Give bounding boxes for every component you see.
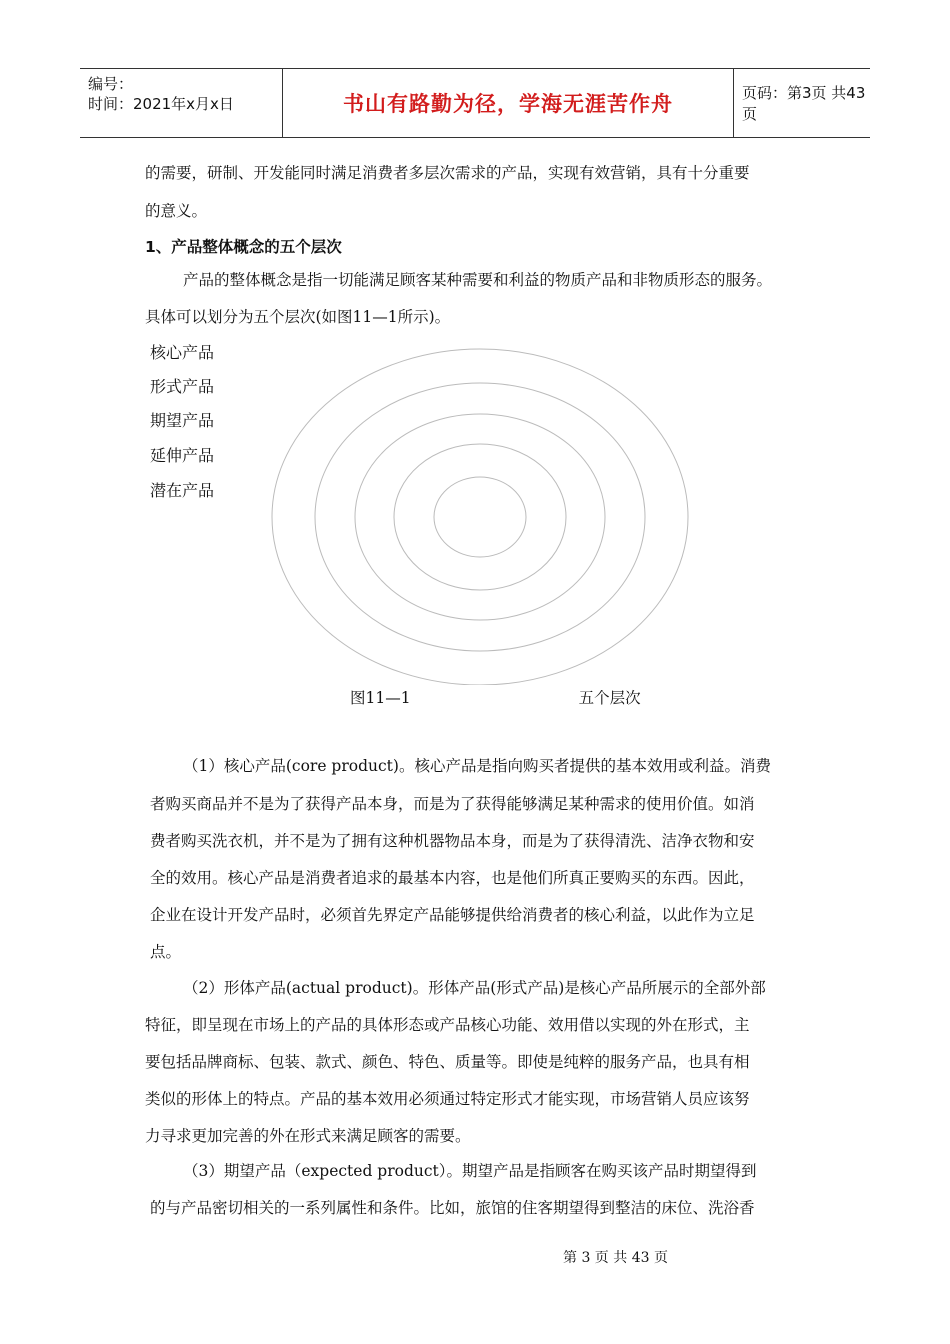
intro-line-1: 的需要，研制、开发能同时满足消费者多层次需求的产品，实现有效营销，具有十分重要 bbox=[145, 164, 750, 182]
core-line-5: 企业在设计开发产品时，必须首先界定产品能够提供给消费者的核心利益，以此作为立足 bbox=[150, 906, 755, 924]
page-footer: 第 3 页 共 43 页 bbox=[563, 1250, 668, 1266]
header-page-number: 页码：第3页 共43页 bbox=[742, 84, 866, 123]
ring-augmented bbox=[315, 383, 645, 651]
expected-line-2: 的与产品密切相关的一系列属性和条件。比如，旅馆的住客期望得到整洁的床位、洗浴香 bbox=[150, 1199, 755, 1217]
ring-form bbox=[394, 444, 566, 590]
figure-label-form: 形式产品 bbox=[150, 377, 215, 396]
figure-caption bbox=[350, 686, 641, 708]
page-header bbox=[80, 68, 870, 138]
document-number-label: 编号： bbox=[88, 75, 134, 93]
ring-core bbox=[434, 477, 526, 557]
actual-line-1: （2）形体产品(actual product)。形体产品(形式产品)是核心产品所展示的全部外部 bbox=[183, 979, 766, 997]
core-line-2: 者购买商品并不是为了获得产品本身，而是为了获得能够满足某种需求的使用价值。如消 bbox=[150, 795, 755, 813]
core-line-1: （1）核心产品(core product)。核心产品是指向购买者提供的基本效用或利益。消费 bbox=[183, 757, 771, 775]
ring-potential bbox=[272, 349, 688, 685]
product-levels-diagram bbox=[270, 335, 690, 685]
header-motto: 书山有路勤为径，学海无涯苦作舟 bbox=[343, 92, 673, 116]
ring-expected bbox=[355, 414, 605, 620]
header-motto-cell bbox=[282, 69, 734, 137]
figure-label-potential: 潜在产品 bbox=[150, 481, 215, 500]
para1-line-1: 产品的整体概念是指一切能满足顾客某种需要和利益的物质产品和非物质形态的服务。 bbox=[183, 271, 773, 289]
actual-line-3: 要包括品牌商标、包装、款式、颜色、特色、质量等。即使是纯粹的服务产品，也具有相 bbox=[145, 1053, 750, 1071]
figure-label-augmented: 延伸产品 bbox=[150, 446, 215, 465]
actual-line-2: 特征，即呈现在市场上的产品的具体形态或产品核心功能、效用借以实现的外在形式，主 bbox=[145, 1016, 750, 1034]
core-line-4: 全的效用。核心产品是消费者追求的最基本内容，也是他们所真正要购买的东西。因此， bbox=[150, 869, 755, 887]
figure-label-core: 核心产品 bbox=[150, 343, 215, 362]
section-title: 1、产品整体概念的五个层次 bbox=[145, 238, 342, 256]
header-page-cell bbox=[732, 69, 880, 137]
document-date-label: 时间：2021年x月x日 bbox=[88, 95, 234, 113]
para1-line-2: 具体可以划分为五个层次(如图11—1所示)。 bbox=[145, 308, 451, 326]
figure-label-expected: 期望产品 bbox=[150, 411, 215, 430]
header-meta-cell bbox=[80, 69, 282, 137]
figure-caption-start: 图11—1 bbox=[350, 689, 411, 707]
expected-line-1: （3）期望产品（expected product）。期望产品是指顾客在购买该产品时期望得到 bbox=[183, 1162, 757, 1180]
core-line-6: 点。 bbox=[150, 943, 182, 961]
core-line-3: 费者购买洗衣机，并不是为了拥有这种机器物品本身，而是为了获得清洗、洁净衣物和安 bbox=[150, 832, 755, 850]
actual-line-5: 力寻求更加完善的外在形式来满足顾客的需要。 bbox=[145, 1127, 471, 1145]
figure-caption-end: 五个层次 bbox=[578, 689, 641, 707]
intro-line-2: 的意义。 bbox=[145, 202, 208, 220]
actual-line-4: 类似的形体上的特点。产品的基本效用必须通过特定形式才能实现，市场营销人员应该努 bbox=[145, 1090, 750, 1108]
